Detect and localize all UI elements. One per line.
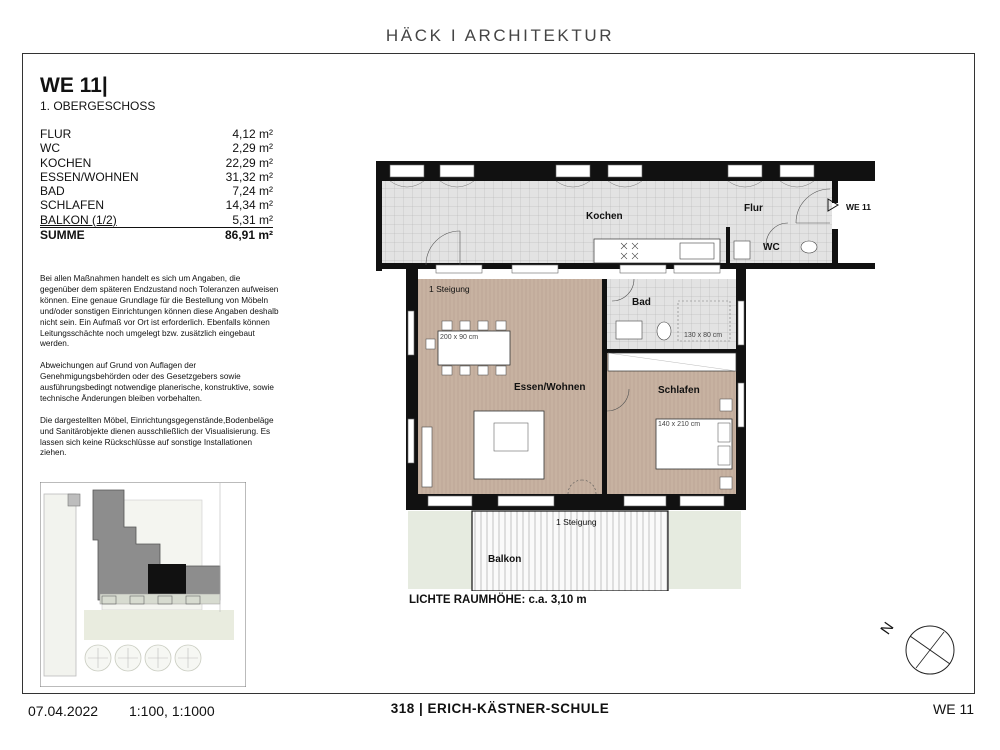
footer-unit: WE 11 (933, 701, 974, 717)
room-label-schlafen: Schlafen (658, 385, 700, 396)
shower-dimension: 130 x 80 cm (684, 332, 723, 339)
area-table (40, 127, 273, 242)
disclaimer-notes (40, 274, 280, 470)
room-label-essen-wohnen: Essen/Wohnen (514, 382, 586, 393)
brand-header: HÄCK I ARCHITEKTUR (385, 26, 615, 45)
area-name: KOCHEN (40, 155, 92, 170)
footer-project: 318 | ERICH-KÄSTNER-SCHULE (390, 701, 610, 716)
room-label-kochen: Kochen (586, 211, 623, 222)
area-value: 31,32 m² (225, 169, 273, 184)
area-value: 4,12 m² (232, 127, 273, 141)
area-row (40, 213, 273, 228)
room-label-wc: WC (763, 242, 780, 253)
area-row (40, 170, 273, 184)
floor-plan-drawing (376, 161, 875, 591)
north-label: N (877, 619, 898, 638)
area-name: BALKON (1/2) (40, 213, 197, 228)
area-row (40, 184, 273, 198)
area-total-name: SUMME (40, 228, 85, 243)
area-name: SCHLAFEN (40, 198, 105, 213)
unit-title: WE 11| (40, 74, 108, 97)
area-name: BAD (40, 184, 65, 199)
north-arrow-icon (877, 618, 962, 682)
area-value: 2,29 m² (232, 141, 273, 156)
note-paragraph: Abweichungen auf Grund von Auflagen der Genehmigungsbehörden oder des Gesetzgebers sowie ausführungsbedingt notwendige planerische, konstruktive, sowie technische Änderungen bleiben vorbehalten. (40, 361, 274, 403)
entry-label: WE 11 (846, 202, 872, 212)
area-name: ESSEN/WOHNEN (40, 169, 139, 184)
floor-plan (376, 161, 875, 591)
area-name: FLUR (40, 127, 72, 141)
area-name: WC (40, 141, 60, 156)
step-label-top: 1 Steigung (429, 284, 470, 294)
step-label-bottom: 1 Steigung (556, 517, 597, 527)
bed-dimension: 140 x 210 cm (658, 421, 701, 428)
floor-label: 1. OBERGESCHOSS (40, 99, 156, 113)
area-value: 22,29 m² (225, 155, 273, 170)
area-total-value: 86,91 m² (224, 228, 273, 243)
room-label-bad: Bad (632, 297, 651, 308)
note-paragraph: Die dargestellten Möbel, Einrichtungsgegenstände,Bodenbeläge und Sanitärobjekte dienen ausschließlich der Visualisierung. Es lassen sich keine Rückschlüsse auf sonstige Installationen ziehen. (40, 415, 274, 458)
area-value: 5,31 m² (197, 213, 273, 228)
room-height-note: LICHTE RAUMHÖHE: c.a. 3,10 m (409, 594, 587, 606)
area-total-row (40, 228, 273, 243)
footer-scale: 1:100, 1:1000 (129, 703, 215, 719)
area-row (40, 198, 273, 212)
area-row (40, 141, 273, 155)
table-dimension: 200 x 90 cm (440, 334, 479, 341)
area-row (40, 156, 273, 170)
site-plan (40, 482, 246, 687)
area-value: 7,24 m² (232, 184, 273, 199)
room-label-flur: Flur (744, 203, 763, 214)
note-paragraph: Bei allen Maßnahmen handelt es sich um Angaben, die gegenüber dem späteren Endzustand noch Toleranzen aufweisen können. Eine genaue Grundlage für die Bestellung von Möbeln und/oder sonstigen Einrichtungen können diese Angaben deshalb nicht sein. Ein Aufmaß vor Ort ist erforderlich. Ebenfalls können Leitungsschächte noch umgelegt bzw. zusätzlich eingebaut werden. (40, 274, 279, 349)
footer-date: 07.04.2022 (28, 703, 99, 719)
area-row (40, 127, 273, 141)
room-label-balkon: Balkon (488, 554, 522, 565)
area-value: 14,34 m² (225, 198, 273, 213)
